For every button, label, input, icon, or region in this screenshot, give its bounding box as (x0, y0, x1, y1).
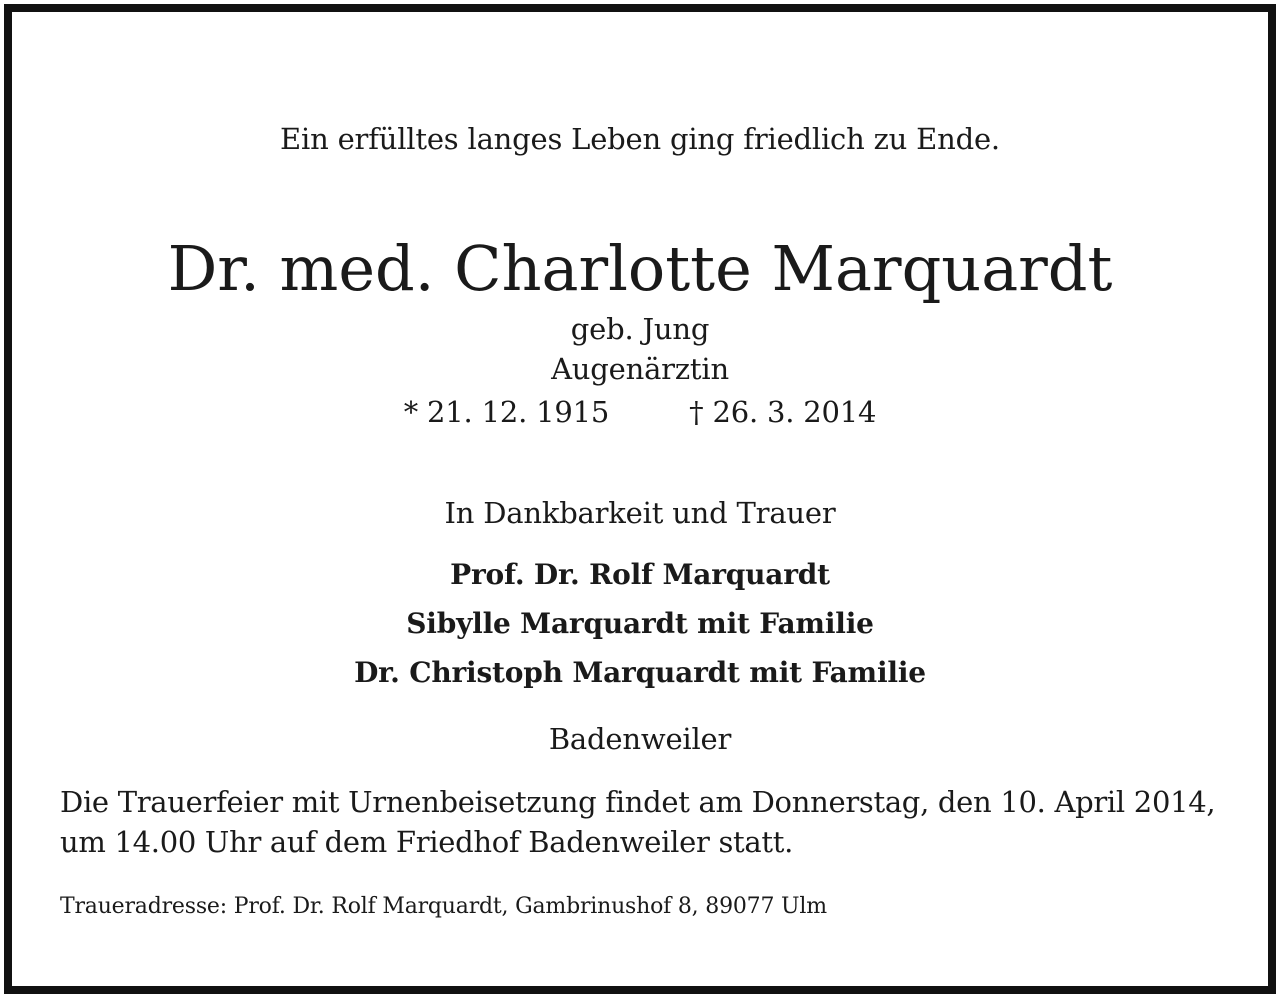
mourner-1: Prof. Dr. Rolf Marquardt (450, 558, 830, 591)
life-dates (12, 395, 1268, 429)
service-info (60, 782, 1240, 862)
profession: Augenärztin (551, 352, 729, 386)
intro-text: Ein erfülltes langes Leben ging friedlich zu Ende. (280, 122, 1000, 156)
thanks-text: In Dankbarkeit und Trauer (444, 496, 836, 530)
birth-date: * 21. 12. 1915 (403, 395, 610, 429)
deceased-name: Dr. med. Charlotte Marquardt (167, 232, 1113, 305)
service-line-1: Die Trauerfeier mit Urnenbeisetzung findet am Donnerstag, den 10. April 2014, (60, 785, 1216, 819)
place-text: Badenweiler (548, 722, 732, 756)
mourner-2: Sibylle Marquardt mit Familie (406, 607, 874, 640)
mourner-3: Dr. Christoph Marquardt mit Familie (354, 656, 926, 689)
mourning-address: Traueradresse: Prof. Dr. Rolf Marquardt, Gambrinushof 8, 89077 Ulm (60, 894, 827, 919)
birth-name: geb. Jung (570, 312, 710, 346)
death-date: † 26. 3. 2014 (689, 395, 877, 429)
obituary-notice (4, 4, 1276, 994)
service-line-2: um 14.00 Uhr auf dem Friedhof Badenweiler statt. (60, 825, 794, 859)
